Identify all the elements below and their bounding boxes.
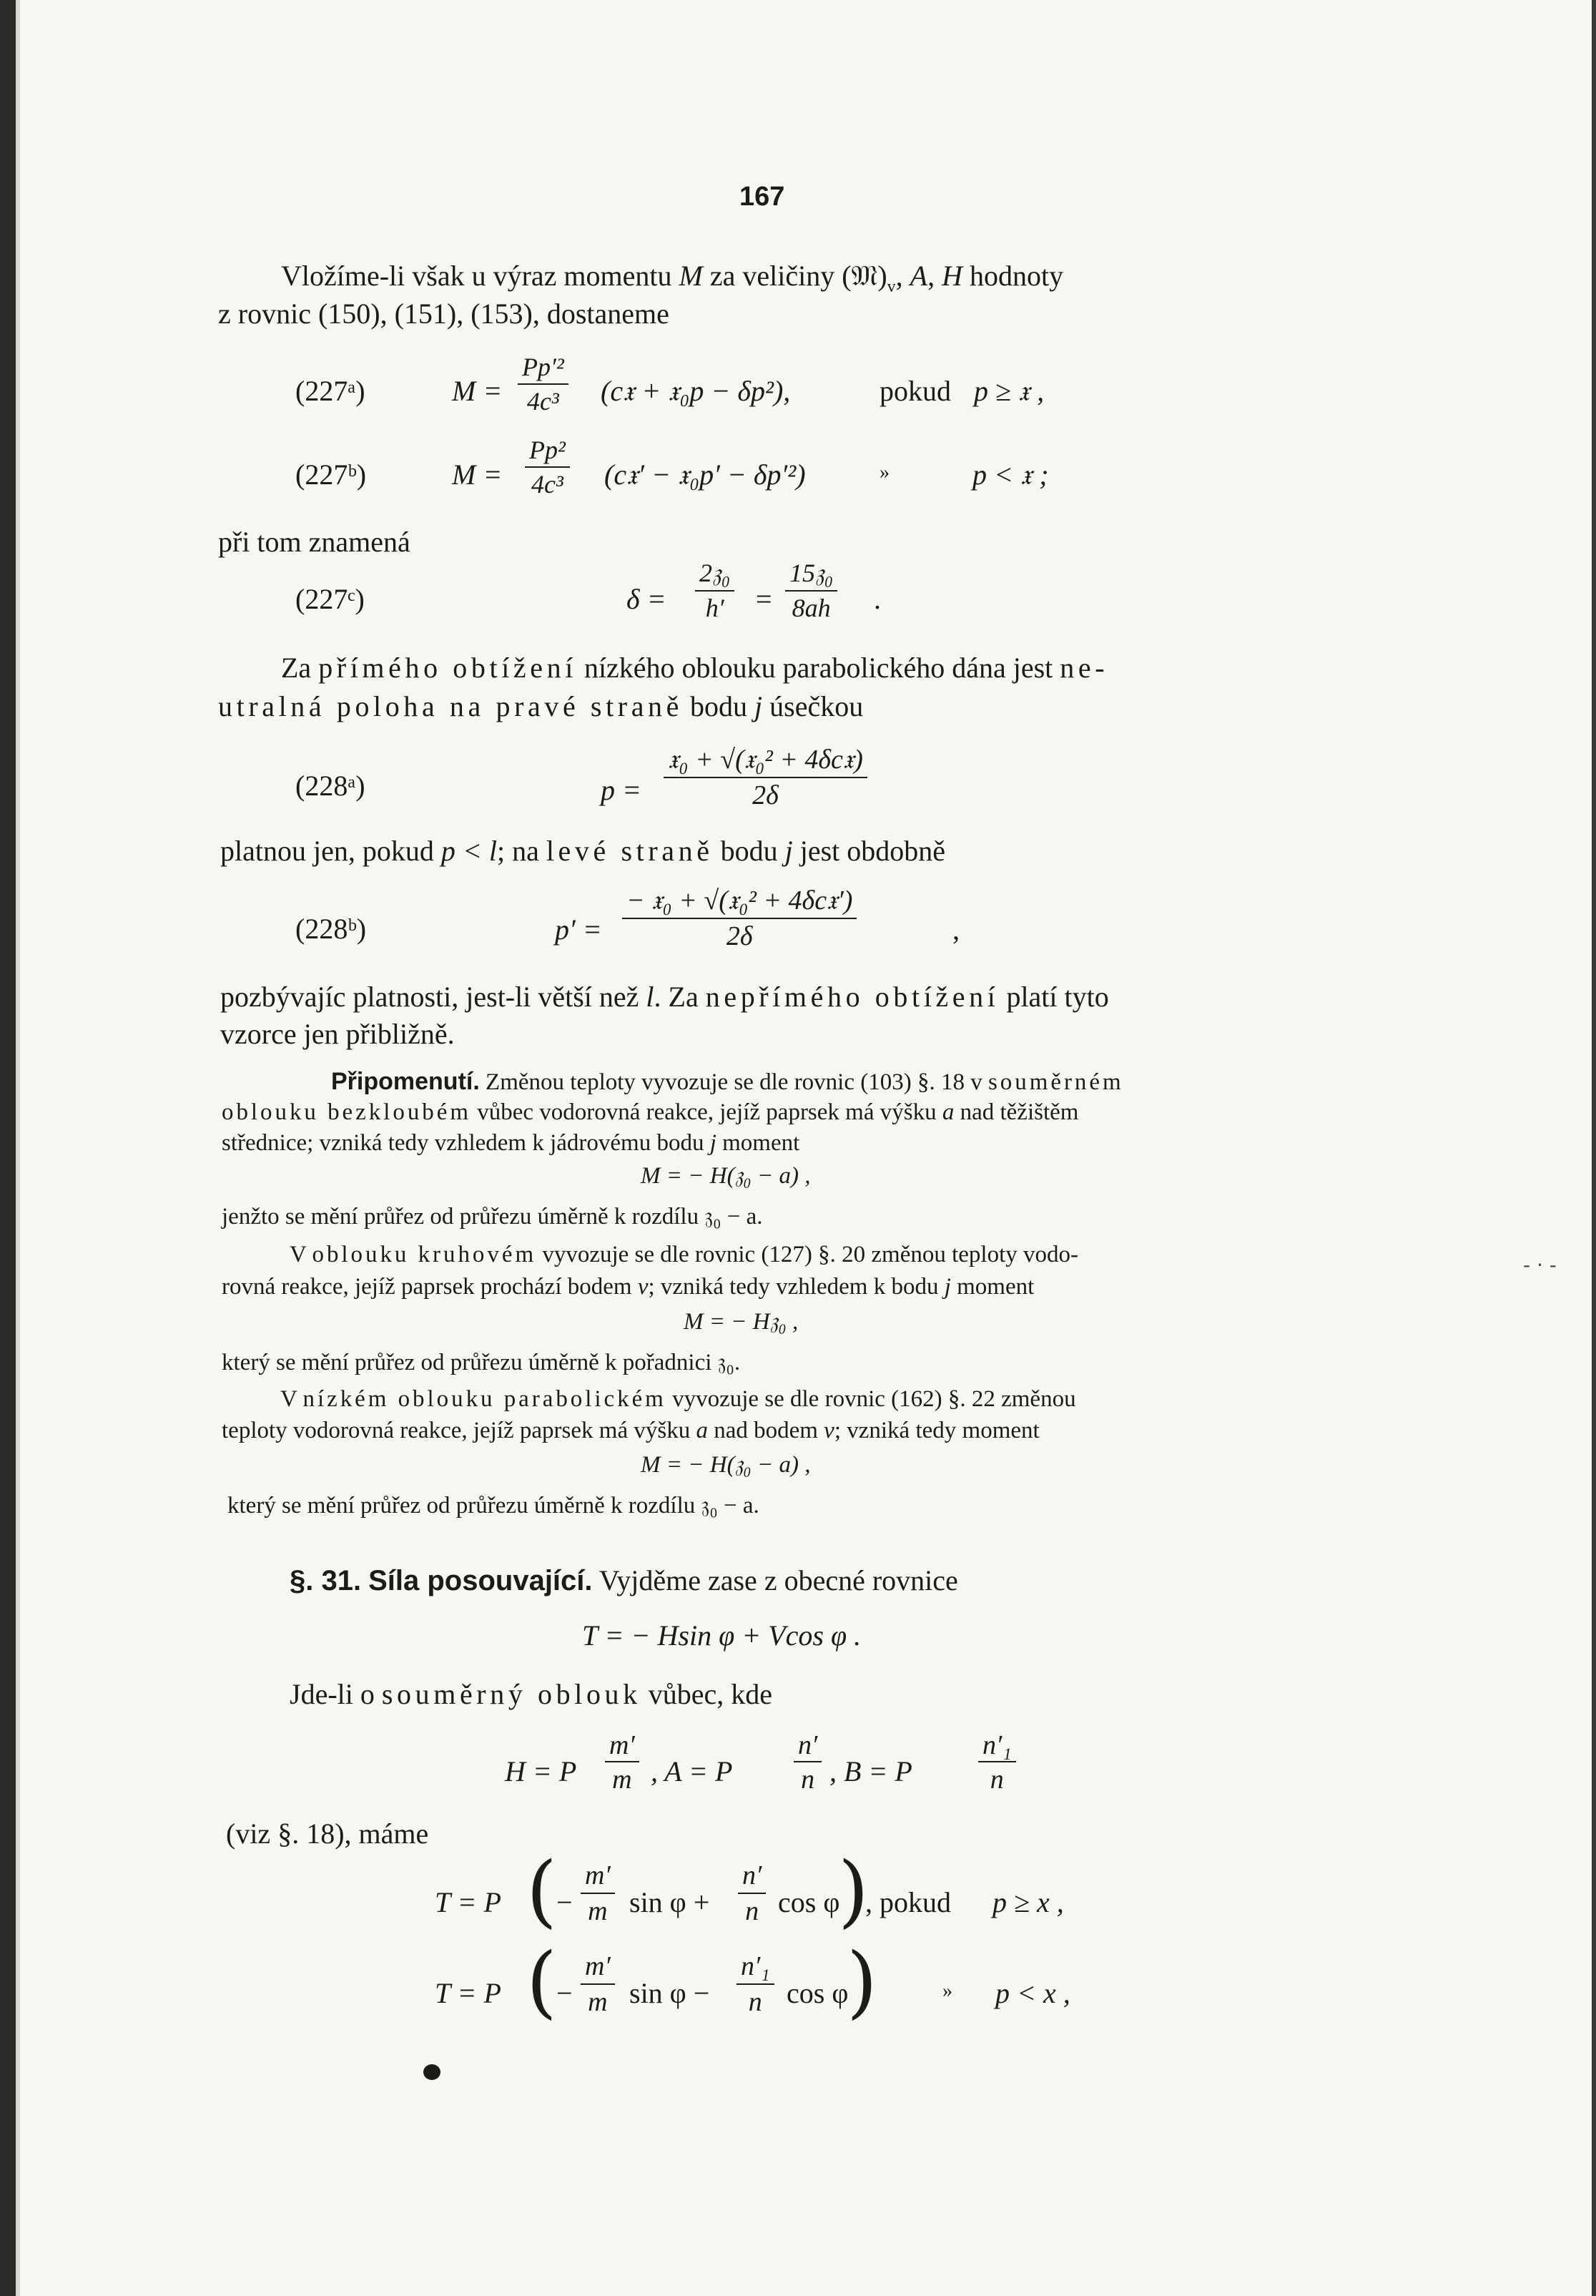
- eq-228b-lhs: p′ =: [555, 913, 602, 946]
- b-formula-lhs: , B = P: [829, 1755, 912, 1787]
- t1-pokud: , pokud: [865, 1886, 951, 1918]
- note-formula-2: M = − H𝔷₀ ,: [684, 1309, 799, 1335]
- h-formula-fraction: $\frac{m'}{m}$: [605, 1730, 639, 1795]
- eq-228b-end: ,: [952, 913, 960, 946]
- note-formula-3: M = − H(𝔷₀ − a) ,: [641, 1452, 811, 1478]
- para4-line-2: vzorce jen přibližně.: [220, 1018, 455, 1050]
- eq-227c-lhs: δ =: [626, 583, 666, 615]
- t1-minus: −: [556, 1886, 573, 1918]
- note-line-3: střednice; vzniká tedy vzhledem k jádrovému bodu j moment: [222, 1130, 800, 1156]
- intro-line-2: z rovnic (150), (151), (153), dostaneme: [218, 298, 669, 330]
- pri-tom-text: při tom znamená: [218, 526, 410, 558]
- margin-marks: - · -: [1523, 1253, 1557, 1277]
- note-line-4: jenžto se mění průřez od průřezu úměrně k rozdílu 𝔷₀ − a.: [222, 1204, 763, 1230]
- eq-227a-lhs: M =: [452, 375, 503, 407]
- t1-condition: p ≥ x ,: [992, 1886, 1064, 1918]
- note-formula-1: M = − H(𝔷₀ − a) ,: [641, 1163, 811, 1189]
- eq-227a-tag: (227ᵃ): [295, 375, 365, 407]
- viz-text: (viz §. 18), máme: [226, 1817, 429, 1850]
- eq-228a-tag: (228ᵃ): [295, 770, 365, 802]
- para4-line-1: pozbývajíc platnosti, jest-li větší než l. Za nepřímého obtížení platí tyto: [220, 981, 1109, 1013]
- para2-line-2: utralná poloha na pravé straně bodu j úsečkou: [218, 690, 864, 722]
- para2-line-1: Za přímého obtížení nízkého oblouku parabolického dána jest ne-: [281, 652, 1109, 684]
- t1-end: cos φ: [778, 1886, 840, 1918]
- note-line-9: teploty vodorovná reakce, jejíž paprsek má výšku a nad bodem v; vzniká tedy moment: [222, 1418, 1040, 1443]
- t2-ditto: »: [942, 1980, 952, 2002]
- intro-line-1: Vložíme-li však u výraz momentu M za veličiny $(𝔐)_v$, A, H hodnoty: [281, 260, 1064, 296]
- section-31-heading: §. 31. Síla posouvající. Vyjděme zase z obecné rovnice: [290, 1564, 958, 1596]
- t1-fraction-1: $\frac{m'}{m}$: [581, 1860, 615, 1927]
- eq-227a-pokud: pokud: [880, 375, 951, 407]
- note-line-6: rovná reakce, jejíž paprsek prochází bodem v; vzniká tedy vzhledem k bodu j moment: [222, 1274, 1035, 1300]
- a-formula-fraction: $\frac{n'}{n}$: [794, 1730, 822, 1795]
- t2-mid: sin φ −: [629, 1977, 710, 2009]
- eq-227a-fraction: $\frac{\text{Pp′²}}{\text{4c³}}$: [518, 352, 568, 416]
- eq-227c-fraction-1: 2𝔷₀ h′: [695, 558, 734, 623]
- note-line-8: V nízkém oblouku parabolickém vyvozuje se dle rovnic (162) §. 22 změnou: [280, 1386, 1076, 1412]
- t1-mid: sin φ +: [629, 1886, 710, 1918]
- t2-left-paren: (: [526, 1936, 557, 2027]
- section-31-equation: T = − Hsin φ + Vcos φ .: [582, 1619, 862, 1652]
- eq-228a-lhs: p =: [601, 774, 641, 806]
- t2-minus: −: [556, 1977, 573, 2009]
- eq-227c-equals: =: [756, 583, 772, 615]
- eq-227b-lhs: M =: [452, 458, 503, 491]
- t2-condition: p < x ,: [995, 1977, 1070, 2009]
- eq-227b-fraction: $\frac{\text{Pp²}}{\text{4c³}}$: [525, 435, 570, 499]
- note-line-1: Připomenutí. Změnou teploty vyvozuje se dle rovnic (103) §. 18 v souměrném: [331, 1068, 1124, 1095]
- t1-left-paren: (: [526, 1845, 557, 1936]
- t1-fraction-2: $\frac{n'}{n}$: [738, 1860, 766, 1927]
- eq-227c-fraction-2: 15𝔷₀ 8ah: [785, 558, 837, 623]
- eq-227b-condition: p < 𝔵 ;: [972, 458, 1049, 491]
- t1-lhs: T = P: [435, 1886, 501, 1918]
- eq-227b-ditto: »: [880, 461, 890, 484]
- t1-right-paren: ): [838, 1845, 869, 1936]
- t2-right-paren: ): [847, 1936, 877, 2027]
- eq-227c-end: .: [874, 583, 881, 615]
- h-formula-lhs: H = P: [505, 1755, 577, 1787]
- note-line-10: který se mění průřez od průřezu úměrně k rozdílu 𝔷₀ − a.: [227, 1493, 759, 1519]
- page-number: 167: [739, 182, 785, 212]
- t2-lhs: T = P: [435, 1977, 501, 2009]
- note-line-5: V oblouku kruhovém vyvozuje se dle rovnic (127) §. 20 změnou teploty vodo-: [290, 1242, 1078, 1267]
- eq-228b-fraction: − 𝔵₀ + √(𝔵₀² + 4δc𝔵′) 2δ: [622, 885, 857, 952]
- eq-227c-tag: (227ᶜ): [295, 583, 365, 615]
- eq-227b-rest: (c𝔵′ − 𝔵₀p′ − δp′²): [604, 458, 806, 491]
- note-line-2: oblouku bezkloubém vůbec vodorovná reakce, jejíž paprsek má výšku a nad těžištěm: [222, 1099, 1079, 1125]
- eq-228b-tag: (228ᵇ): [295, 913, 367, 945]
- note-line-7: který se mění průřez od průřezu úměrně k pořadnici 𝔷₀.: [222, 1350, 741, 1375]
- eq-227a-rest: (c𝔵 + 𝔵₀p − δp²),: [601, 375, 791, 407]
- t2-end: cos φ: [787, 1977, 849, 2009]
- eq-227b-tag: (227ᵇ): [295, 458, 367, 491]
- section-31-jde-line: Jde-li o souměrný oblouk vůbec, kde: [290, 1678, 773, 1710]
- a-formula-lhs: , A = P: [651, 1755, 733, 1787]
- t2-fraction-1: $\frac{m'}{m}$: [581, 1951, 615, 2018]
- eq-228a-fraction: 𝔵₀ + √(𝔵₀² + 4δc𝔵) 2δ: [664, 744, 867, 811]
- ink-blot: [423, 2064, 440, 2080]
- eq-227a-condition: p ≥ 𝔵 ,: [974, 375, 1045, 407]
- b-formula-fraction: $\frac{\text{n′₁}}{n}$: [978, 1730, 1016, 1795]
- para3-line: platnou jen, pokud p < l; na levé straně bodu j jest obdobně: [220, 835, 946, 867]
- t2-fraction-2: $\frac{\text{n′₁}}{n}$: [737, 1951, 774, 2018]
